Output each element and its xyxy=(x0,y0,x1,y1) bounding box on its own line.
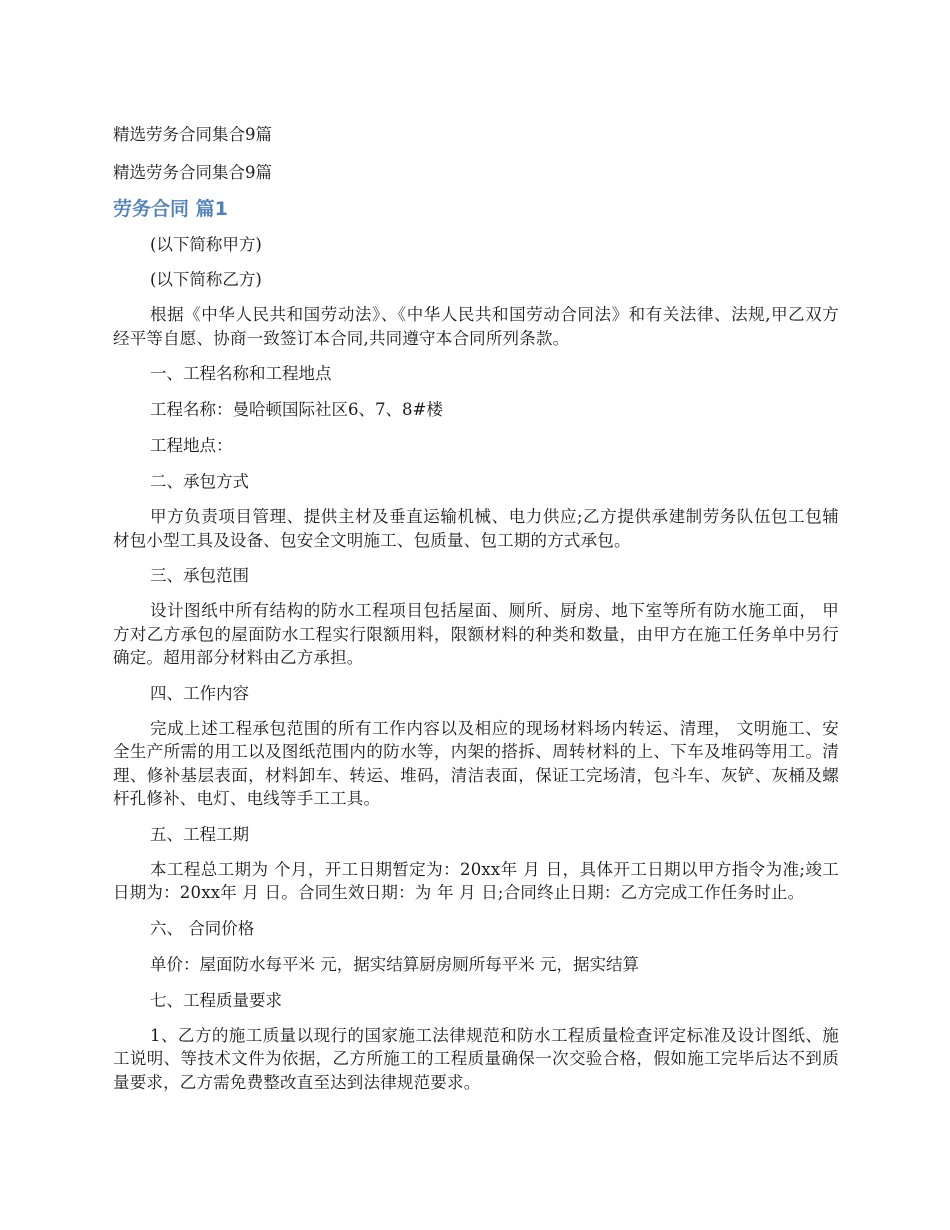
party-a-line: (以下简称甲方) xyxy=(150,235,262,254)
preamble-paragraph: 根据《中华人民共和国劳动法》、《中华人民共和国劳动合同法》和有关法律、法规,甲乙双方经平等自愿、协商一致签订本合同,共同遵守本合同所列条款。 xyxy=(113,305,839,348)
contract-scope-paragraph: 设计图纸中所有结构的防水工程项目包括屋面、厕所、厨房、地下室等所有防水施工面， 甲方对乙方承包的屋面防水工程实行限额用料，限额材料的种类和数量，由甲方在施工任务单中另行确定。超用部分材料由乙方承担。 xyxy=(113,601,839,667)
project-location-line: 工程地点： xyxy=(150,436,233,455)
section-heading-1: 一、工程名称和工程地点 xyxy=(150,364,332,383)
party-b-line: (以下简称乙方) xyxy=(150,270,262,289)
document-title: 精选劳务合同集合9篇 xyxy=(113,125,272,144)
contract-method-paragraph: 甲方负责项目管理、提供主材及垂直运输机械、电力供应;乙方提供承建制劳务队伍包工包辅材包小型工具及设备、包安全文明施工、包质量、包工期的方式承包。 xyxy=(113,507,839,550)
section-heading-7: 七、工程质量要求 xyxy=(150,990,282,1010)
section-heading: 劳务合同 篇1 xyxy=(113,198,228,220)
work-content-paragraph: 完成上述工程承包范围的所有工作内容以及相应的现场材料场内转运、清理， 文明施工、安全生产所需的用工以及图纸范围内的防水等，内架的搭拆、周转材料的上、下车及堆码等用工。清理、修补基层表面，材料卸车、转运、堆码，清洁表面，保证工完场清，包斗车、灰铲、灰桶及螺杆孔修补、电灯、电线等手工工具。 xyxy=(113,718,839,808)
section-heading-4: 四、工作内容 xyxy=(150,683,249,703)
quality-paragraph: 1、乙方的施工质量以现行的国家施工法律规范和防水工程质量检查评定标准及设计图纸、施工说明、等技术文件为依据，乙方所施工的工程质量确保一次交验合格，假如施工完毕后达不到质量要求，乙方需免费整改直至达到法律规范要求。 xyxy=(113,1025,839,1092)
schedule-paragraph: 本工程总工期为 个月，开工日期暂定为：20xx年 月 日，具体开工日期以甲方指令为准;竣工日期为：20xx年 月 日。合同生效日期：为 年 月 日;合同终止日期：乙方完成工作任务时止。 xyxy=(113,859,839,902)
section-heading-6: 六、 合同价格 xyxy=(150,918,255,938)
document-page xyxy=(113,122,839,1094)
section-heading-5: 五、工程工期 xyxy=(150,824,249,844)
section-heading-2: 二、承包方式 xyxy=(150,472,249,491)
unit-price-line: 单价：屋面防水每平米 元，据实结算厨房厕所每平米 元，据实结算 xyxy=(150,954,639,974)
section-heading-3: 三、承包范围 xyxy=(150,566,249,585)
project-name-line: 工程名称：曼哈顿国际社区6、7、8#楼 xyxy=(150,400,443,419)
document-subtitle: 精选劳务合同集合9篇 xyxy=(113,163,272,182)
